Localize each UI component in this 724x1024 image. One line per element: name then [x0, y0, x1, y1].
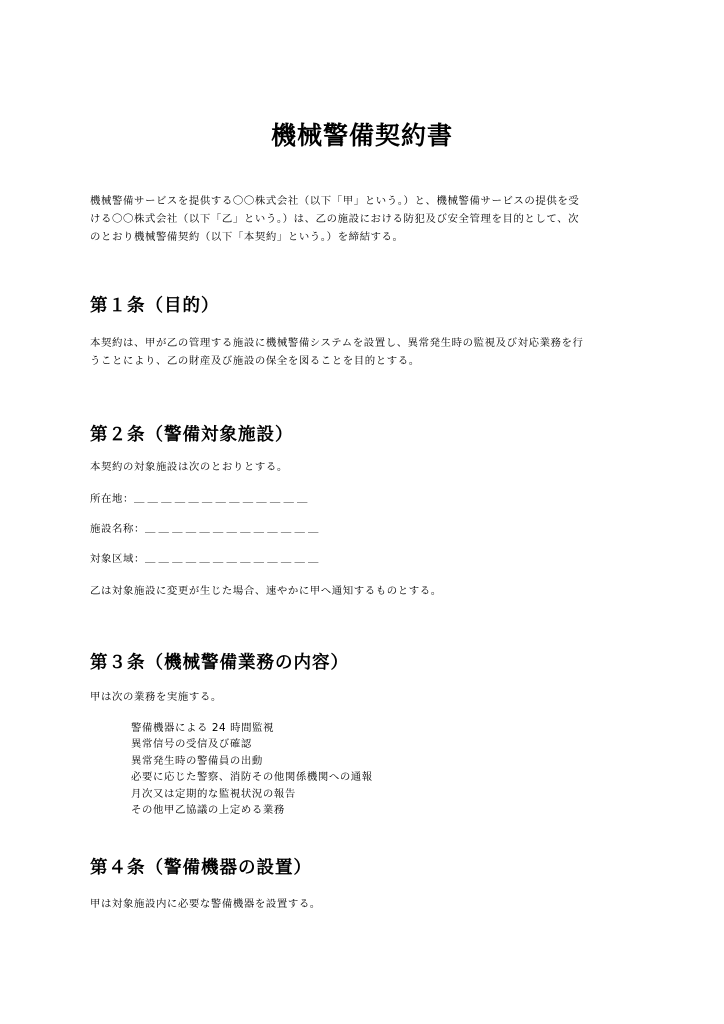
fill-in-blank: ＿＿＿＿＿＿＿＿＿＿＿＿＿ [144, 553, 322, 565]
list-item: 異常発生時の警備員の出動 [131, 754, 263, 767]
article-2-heading: 第２条（警備対象施設） [90, 425, 294, 445]
list-item: 警備機器による 24 時間監視 [131, 722, 275, 734]
document-title: 機械警備契約書 [270, 121, 453, 150]
article-3-heading: 第３条（機械警備業務の内容） [90, 653, 349, 673]
article-1-line: うことにより、乙の財産及び施設の保全を図ることを目的とする。 [90, 355, 420, 367]
list-item: 月次又は定期的な監視状況の報告 [131, 787, 296, 800]
field-label: 所在地： [90, 493, 134, 505]
preamble [90, 192, 650, 246]
fill-in-blank: ＿＿＿＿＿＿＿＿＿＿＿＿＿ [144, 523, 322, 535]
article-4-body: 甲は対象施設内に必要な警備機器を設置する。 [90, 898, 321, 910]
field-label: 対象区域： [90, 553, 145, 565]
field-label: 施設名称： [90, 523, 145, 535]
article-3-intro: 甲は次の業務を実施する。 [90, 691, 222, 703]
list-item: 異常信号の受信及び確認 [131, 738, 252, 751]
field-facility-name [90, 521, 322, 537]
list-item: その他甲乙協議の上定める業務 [131, 804, 285, 817]
list-item: 必要に応じた警察、消防その他関係機関への通報 [131, 771, 373, 784]
article-2-intro: 本契約の対象施設は次のとおりとする。 [90, 461, 288, 473]
preamble-line: のとおり機械警備契約（以下「本契約」という。）を締結する。 [90, 231, 404, 243]
article-4-heading: 第４条（警備機器の設置） [90, 858, 312, 878]
article-1-body [90, 334, 650, 370]
article-2-note: 乙は対象施設に変更が生じた場合、速やかに甲へ通知するものとする。 [90, 585, 442, 597]
article-1-heading: 第１条（目的） [90, 296, 220, 316]
preamble-line: 機械警備サービスを提供する〇〇株式会社（以下「甲」という。）と、機械警備サービスの提供を受 [90, 195, 580, 207]
article-1-line: 本契約は、甲が乙の管理する施設に機械警備システムを設置し、異常発生時の監視及び対応業務を行 [90, 337, 584, 349]
fill-in-blank: ＿＿＿＿＿＿＿＿＿＿＿＿＿ [133, 493, 311, 505]
field-target-area [90, 551, 322, 567]
preamble-line: ける〇〇株式会社（以下「乙」という。）は、乙の施設における防犯及び安全管理を目的として、次 [90, 213, 580, 225]
service-list [131, 720, 373, 818]
field-location [90, 491, 311, 507]
